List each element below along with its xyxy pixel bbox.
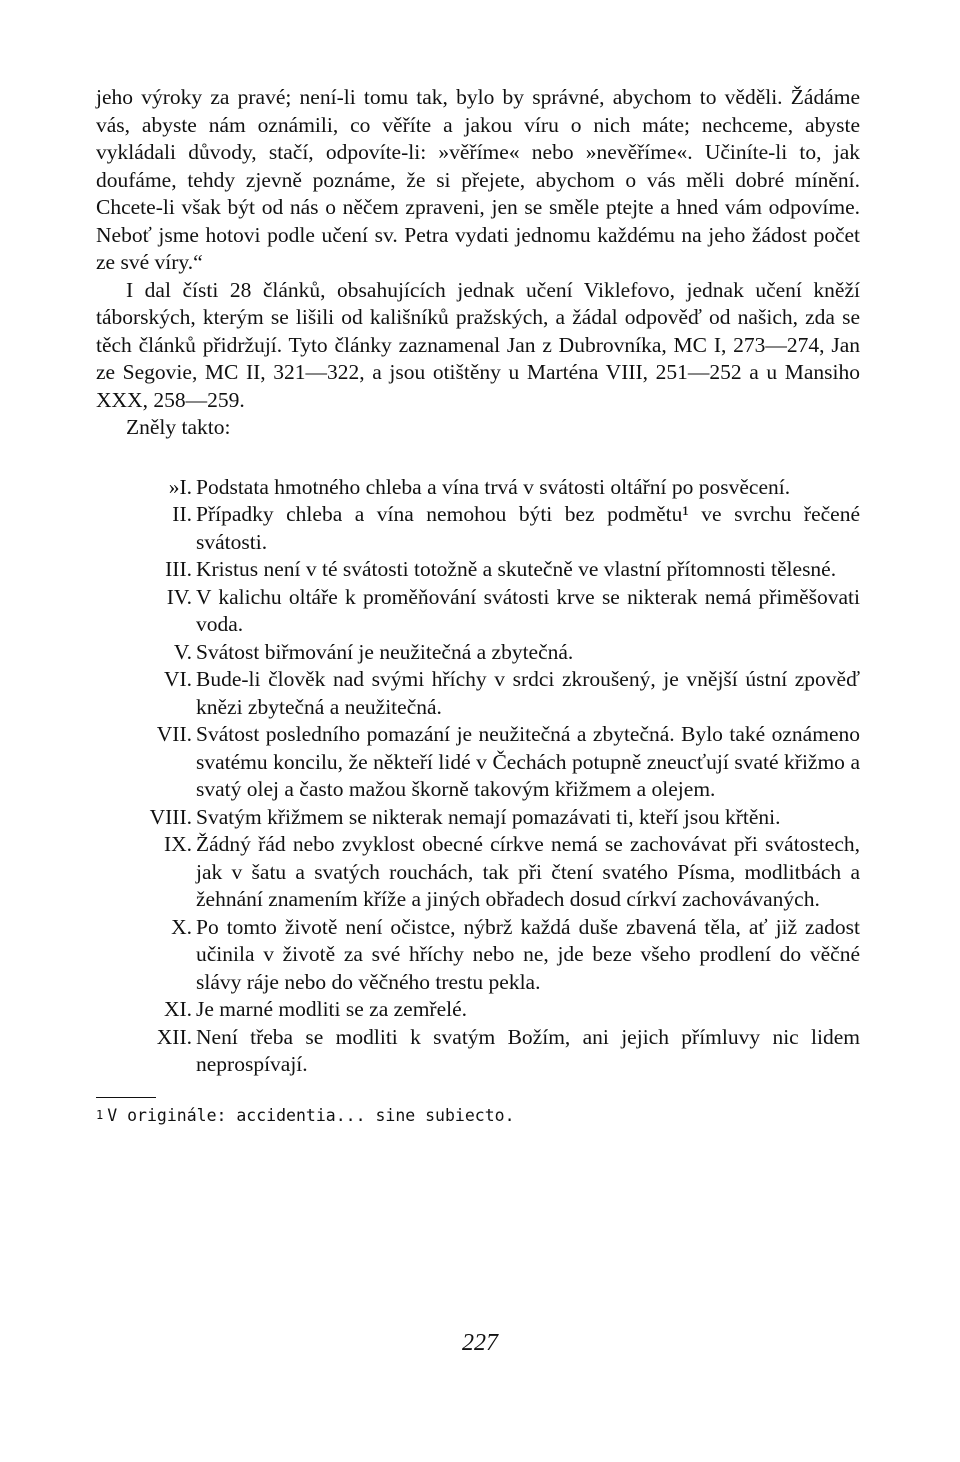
list-item — [96, 639, 860, 667]
list-item — [96, 501, 860, 556]
article-number: XII. — [156, 1024, 192, 1049]
article-number: III. — [165, 557, 192, 581]
list-item — [96, 556, 860, 584]
articles-list — [96, 474, 860, 1079]
article-text: Po tomto životě není očistce, nýbrž každá duše zbavená těla, ať již zadost učinila v životě za své hříchy nebo ne, jde beze všeho prodlení do věčné slávy ráje nebo do věčného trestu pekla. — [196, 914, 860, 994]
article-text: Svatým křižmem se nikterak nemají pomazávati ti, kteří jsou křtěni. — [196, 804, 781, 829]
page-body — [96, 84, 860, 1127]
footnote-divider — [96, 1097, 156, 1098]
list-item — [96, 804, 860, 832]
page-number: 227 — [462, 1330, 498, 1356]
paragraph-lead-in: Zněly takto: — [126, 415, 231, 439]
list-item — [96, 721, 860, 804]
article-text: Bude-li člověk nad svými hříchy v srdci zkroušený, je vnější ústní zpověď knězi zbytečná a neužitečná. — [196, 667, 860, 719]
article-text: Případky chleba a vína nemohou býti bez podmětu¹ ve svrchu řečené svátosti. — [196, 502, 860, 554]
article-number: »I. — [168, 474, 192, 499]
footnote — [96, 1104, 860, 1127]
article-number: VII. — [156, 722, 192, 746]
article-number: XI. — [163, 997, 192, 1021]
article-text: Svátost biřmování je neužitečná a zbytečná. — [196, 639, 574, 664]
article-text: Žádný řád nebo zvyklost obecné církve nemá se zachovávat při svátostech, jak v šatu a svatých rouchách, tak při čtení svatého Písma, modlitbách a žehnání znamením kříže a jiných obřadech dosud církví zachovávaných. — [196, 832, 860, 911]
footnote-mark: 1 — [96, 1107, 104, 1122]
article-number: X. — [171, 914, 192, 939]
article-text: Svátost posledního pomazání je neužitečná a zbytečná. Bylo také oznámeno svatému koncilu, že někteří lidé v Čechách potupně zneucťují svaté křižmo a svatý olej a často mažou škorně takovým křižmem a olejem. — [196, 722, 860, 801]
article-text: Je marné modliti se za zemřelé. — [196, 997, 468, 1021]
footnote-text: V originále: accidentia... sine subiecto. — [107, 1105, 515, 1125]
list-item — [96, 996, 860, 1024]
article-number: II. — [172, 502, 192, 526]
list-item — [96, 584, 860, 639]
list-item — [96, 914, 860, 997]
paragraph-continuation: jeho výroky za pravé; není-li tomu tak, bylo by správné, abychom to věděli. Žádáme vás, abyste nám oznámili, co věříte a jakou víru o nich máte; nechceme, abyste vykládali důvody, stačí, odpovíte-li: »věříme« nebo »nevěříme«. Učiníte-li to, jak doufáme, tehdy zjevně poznáme, že si přejete, abychom o vás měli dobré mínění. Chcete-li však být od nás o něčem zpraveni, jen se směle ptejte a hned vám odpovíme. Neboť jsme hotovi podle učení sv. Petra vydati jednomu každému na jeho žádost počet ze své víry.“ — [96, 85, 860, 274]
article-number: IX. — [163, 832, 192, 856]
article-text: Kristus není v té svátosti totožně a skutečně ve vlastní přítomnosti tělesné. — [196, 557, 837, 581]
paragraph-articles-intro: I dal čísti 28 článků, obsahujících jednak učení Viklefovo, jednak učení kněží táborských, kterým se lišili od kališníků pražských, a žádal odpověď od našich, zda se těch článků přidržují. Tyto články zaznamenal Jan z Dubrovníka, MC I, 273—274, Jan ze Segovie, MC II, 321—322, a jsou otištěny u Marténa VIII, 251—252 a u Mansiho XXX, 258—259. — [96, 277, 860, 412]
list-item — [96, 474, 860, 502]
article-number: VI. — [163, 667, 192, 691]
article-number: V. — [173, 639, 192, 664]
article-text: V kalichu oltáře k proměňování svátosti krve se nikterak nemá přiměšovati voda. — [196, 584, 860, 636]
list-item — [96, 1024, 860, 1079]
list-item — [96, 666, 860, 721]
article-number: VIII. — [149, 804, 192, 829]
list-item — [96, 831, 860, 914]
article-text: Podstata hmotného chleba a vína trvá v svátosti oltářní po posvěcení. — [196, 474, 791, 499]
article-text: Není třeba se modliti k svatým Božím, ani jejich přímluvy nic lidem neprospívají. — [196, 1024, 860, 1076]
article-number: IV. — [166, 584, 192, 609]
